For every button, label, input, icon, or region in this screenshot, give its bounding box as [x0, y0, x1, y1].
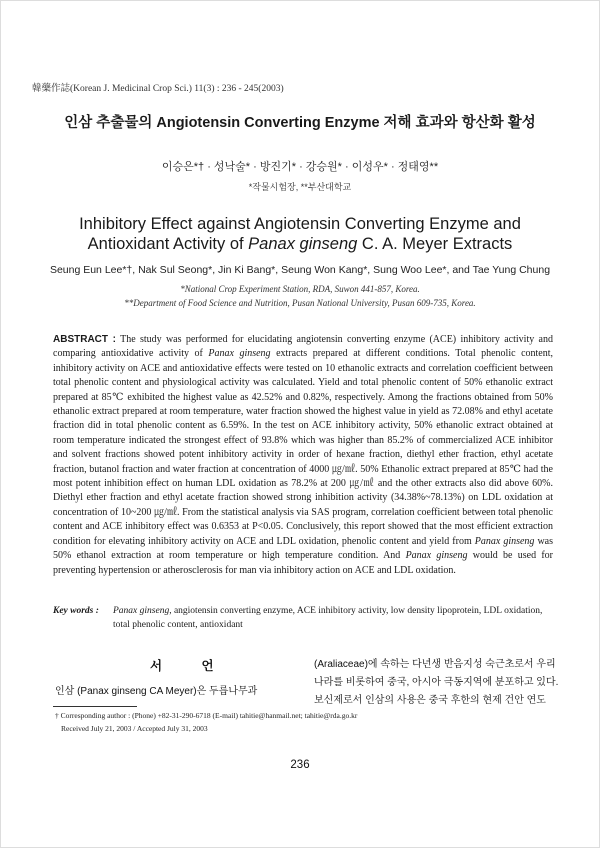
abstract-species-2: Panax ginseng [474, 535, 535, 547]
intro-right-line: 보신제로서 인삼의 사용은 중국 후한의 현제 건안 연도 [314, 695, 546, 706]
keywords-list: , angiotensin converting enzyme, ACE inhibitory activity, low density lipoprotein, LDL oxidation, total phenolic content, antioxidant [113, 606, 543, 630]
journal-reference: 韓藥作誌(Korean J. Medicinal Crop Sci.) 11(3) : 236 - 245(2003) [32, 84, 284, 94]
abstract-text-4: would be used for preventing hypertension or atherosclerosis for man via inhibitory action on ACE and LDL oxidation. [53, 550, 553, 576]
abstract [53, 333, 553, 578]
affiliation-1: *National Crop Experiment Station, RDA, Suwon 441-857, Korea. [180, 284, 420, 294]
english-title-line2 [40, 234, 560, 254]
english-authors: Seung Eun Lee*†, Nak Sul Seong*, Jin Ki Bang*, Seung Won Kang*, Sung Woo Lee*, and Tae Yung Chung [49, 264, 551, 276]
english-title-line1: Inhibitory Effect against Angiotensin Converting Enzyme and [79, 215, 521, 233]
title-part-b: C. A. Meyer Extracts [357, 235, 513, 253]
corresponding-author-footnote: † Corresponding author : (Phone) +82-31-290-6718 (E-mail) tahitie@hanmail.net; tahitie@rda.go.kr [55, 711, 358, 720]
english-title [40, 214, 560, 254]
received-date-footnote: Received July 21, 2003 / Accepted July 31, 2003 [61, 724, 208, 733]
affiliation-2: **Department of Food Science and Nutrition, Pusan National University, Pusan 609-735, Korea. [124, 298, 476, 308]
abstract-species-1: Panax ginseng [208, 348, 271, 360]
page-number: 236 [290, 759, 310, 771]
section-heading-introduction: 서 언 [150, 659, 232, 673]
title-species: Panax ginseng [248, 235, 358, 253]
keywords [53, 604, 563, 632]
keywords-species: Panax ginseng [113, 606, 170, 616]
abstract-species-3: Panax ginseng [405, 550, 468, 562]
korean-authors: 이승은*† · 성낙술* · 방진기* · 강승원* · 이성우* · 정태영** [161, 161, 439, 173]
intro-right-line: 나라를 비롯하여 중국, 아시아 극동지역에 분포하고 있다. [314, 677, 559, 688]
korean-affiliation: *작물시험장, **부산대학교 [248, 182, 352, 192]
abstract-label: ABSTRACT : [53, 334, 116, 345]
keywords-text [113, 604, 559, 632]
intro-left-column: 인삼 (Panax ginseng CA Meyer)은 두릅나무과 [55, 686, 258, 697]
intro-right-column [314, 656, 562, 710]
intro-right-line: (Araliaceae)에 속하는 다년생 반음지성 숙근초로서 우리 [314, 659, 556, 670]
abstract-text-3: was 50% ethanol extraction at room temperature or high temperature condition. And [53, 535, 554, 562]
abstract-text-2: extracts prepared at different conditions. Total phenolic content, inhibitory activity on ACE and antioxidative effects were tested on 10 ethanolic extracts and correlation coefficient between total phenolic content and physiological activity was calculated. Yield and total phenolic content of 50% ethanolic extract prepared at 85℃ exhibited the highest value as 42.52% and 0.82%, respectively. Among the fractions obtained from 50% ethanolic extract prepared at room temperature, water fraction showed the highest value in yield as 72.08% and ethyl acetate fraction did in total phenolic content as 6.59%. In the test on ACE inhibitory activity, 50% ethanolic extract obtained at room temperature indicated the strongest effect of 93.8% which was higher than 85.2% of commercialized ACE inhibitor and solvent fractions showed potent inhibitory activity in order of hexane fraction, diethyl ether fraction, ethyl acetate fraction, butanol fraction and water fraction at concentration of 4000 ㎍/㎖. 50% Ethanolic extract prepared at 85℃ had the most potent inhibition effect on human LDL oxidation as 78.2% at 200 ㎍/㎖ and the other extracts also did above 60%. Diethyl ether fraction and ethyl acetate fraction showed strong inhibition activity (34.38%~78.13%) on LDL oxidation at concentration of 10~200 ㎍/㎖. From the statistical analysis via SAS program, correlation coefficient between total phenolic content and ACE inhibitory effect was 0.6353 at P<0.05. Conclusively, this report showed that the most efficient extraction condition for elevating inhibitory activity on ACE and LDL oxidation, phenolic content and yield from [53, 348, 554, 547]
keywords-label: Key words : [53, 606, 99, 616]
korean-title: 인삼 추출물의 Angiotensin Converting Enzyme 저해 효과와 항산화 활성 [64, 115, 536, 131]
footnote-divider [53, 706, 137, 707]
title-part-a: Antioxidant Activity of [87, 235, 249, 253]
abstract-text-1: The study was performed for elucidating angiotensin converting enzyme (ACE) inhibitory activity and comparing antioxidative activity of [53, 334, 553, 360]
